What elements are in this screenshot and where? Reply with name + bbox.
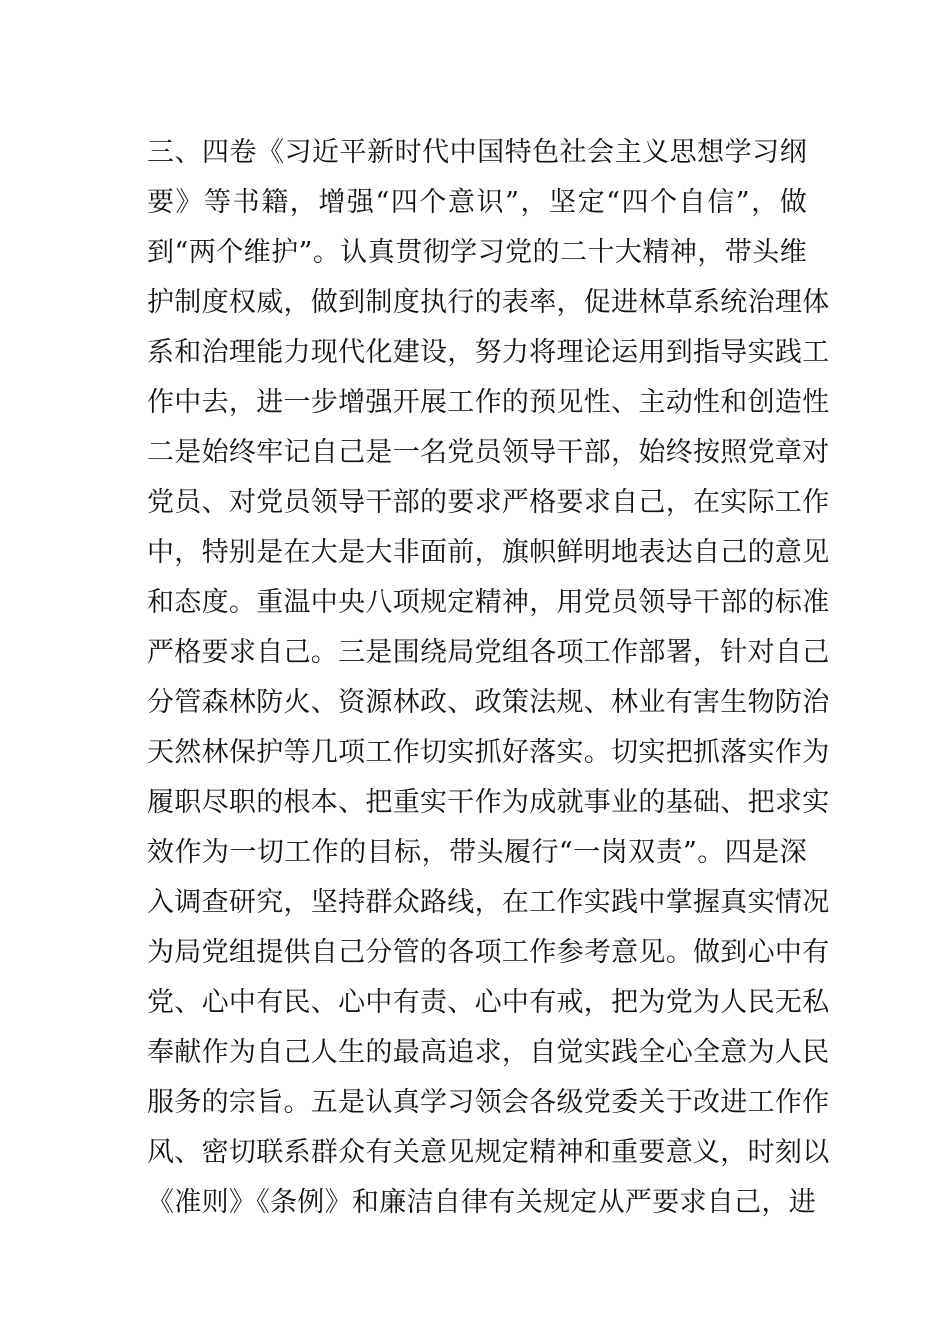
text-line: 奉献作为自己人生的最高追求，自觉实践全心全意为人民 (147, 1037, 830, 1068)
text-line: 履职尽职的根本、把重实干作为成就事业的基础、把求实 (147, 787, 830, 818)
text-line: 党员、对党员领导干部的要求严格要求自己，在实际工作 (147, 487, 830, 518)
text-line: 二是始终牢记自己是一名党员领导干部，始终按照党章对 (147, 437, 830, 468)
text-line: 到“两个维护”。认真贯彻学习党的二十大精神，带头维 (147, 237, 807, 268)
text-line: 入调查研究，坚持群众路线，在工作实践中掌握真实情况 (147, 887, 830, 918)
text-line: 严格要求自己。三是围绕局党组各项工作部署，针对自己 (147, 637, 830, 668)
text-line: 要》等书籍，增强“四个意识”，坚定“四个自信”，做 (147, 187, 807, 218)
text-line: 《准则》《条例》和廉洁自律有关规定从严要求自己，进 (147, 1187, 816, 1218)
text-line: 三、四卷《习近平新时代中国特色社会主义思想学习纲 (147, 137, 807, 168)
text-line: 天然林保护等几项工作切实抓好落实。切实把抓落实作为 (147, 737, 830, 768)
text-line: 和态度。重温中央八项规定精神，用党员领导干部的标准 (147, 587, 830, 618)
text-line: 为局党组提供自己分管的各项工作参考意见。做到心中有 (147, 937, 830, 968)
text-line: 党、心中有民、心中有责、心中有戒，把为党为人民无私 (147, 987, 830, 1018)
text-line: 作中去，进一步增强开展工作的预见性、主动性和创造性 (147, 387, 830, 418)
text-line: 护制度权威，做到制度执行的表率，促进林草系统治理体 (147, 287, 830, 318)
text-line: 风、密切联系群众有关意见规定精神和重要意义，时刻以 (147, 1137, 830, 1168)
text-line: 服务的宗旨。五是认真学习领会各级党委关于改进工作作 (147, 1087, 830, 1118)
text-line: 分管森林防火、资源林政、政策法规、林业有害生物防治 (147, 687, 830, 718)
body-text (147, 128, 830, 1228)
text-line: 系和治理能力现代化建设，努力将理论运用到指导实践工 (147, 337, 830, 368)
text-line: 效作为一切工作的目标，带头履行“一岗双责”。四是深 (147, 837, 807, 868)
text-line: 中，特别是在大是大非面前，旗帜鲜明地表达自己的意见 (147, 537, 830, 568)
